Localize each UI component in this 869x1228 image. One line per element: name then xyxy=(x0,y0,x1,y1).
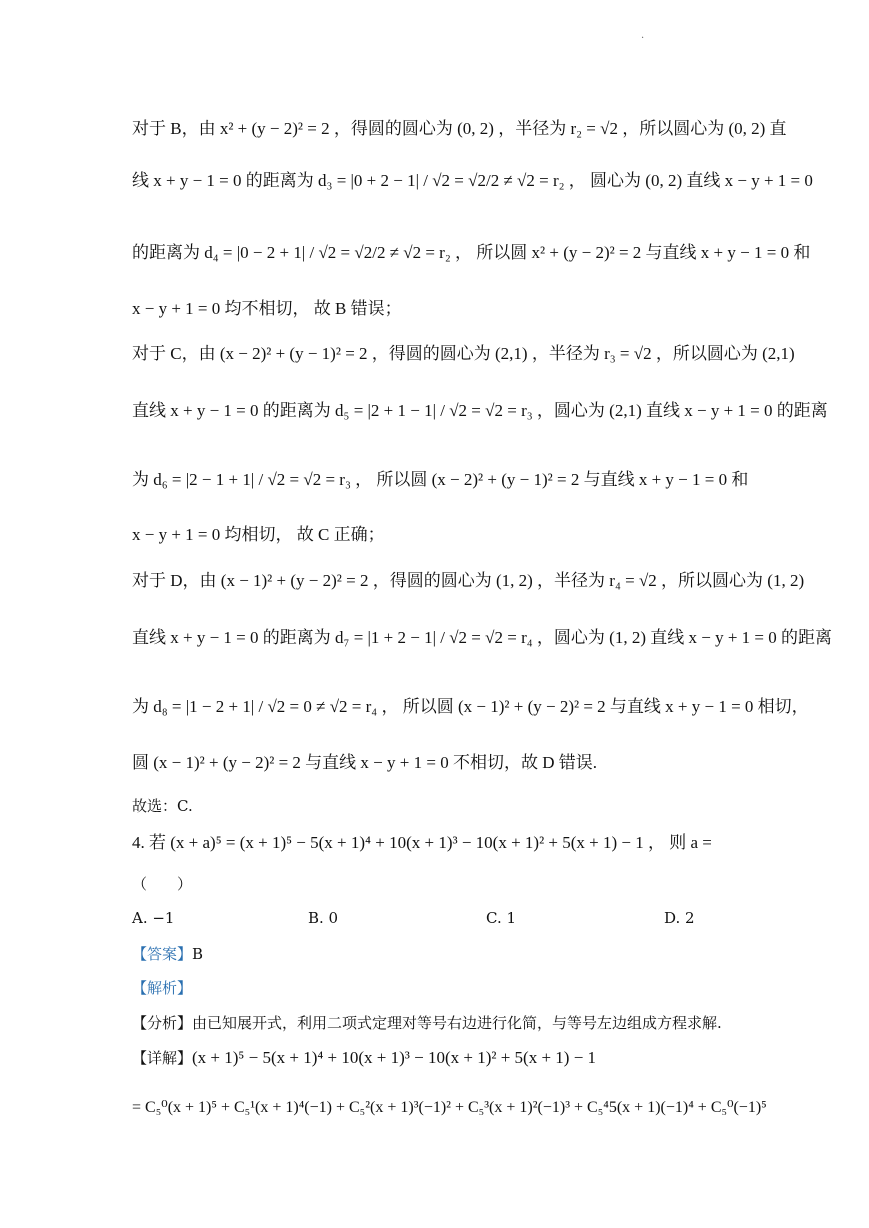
text-line-11: 为 d₈ = |1 − 2 + 1| / √2 = 0 ≠ √2 = r₄ ， 所以圆 (x − 1)² + (y − 2)² = 2 与直线 x + y − 1 = 0 相切， xyxy=(132,697,809,716)
text-line-8: x − y + 1 = 0 均相切， 故 C 正确； xyxy=(132,525,385,544)
text-line-12: 圆 (x − 1)² + (y − 2)² = 2 与直线 x − y + 1 = 0 不相切，故 D 错误. xyxy=(132,753,597,772)
text-line-2: 线 x + y − 1 = 0 的距离为 d₃ = |0 + 2 − 1| / √2 = √2/2 ≠ √2 = r₂ ， 圆心为 (0, 2) 直线 x − y + 1 = 0 xyxy=(132,171,813,190)
text-line-10: 直线 x + y − 1 = 0 的距离为 d₇ = |1 + 2 − 1| / √2 = √2 = r₄ ，圆心为 (1, 2) 直线 x − y + 1 = 0 的距离 xyxy=(132,628,832,647)
text-line-1: 对于 B，由 x² + (y − 2)² = 2 ，得圆的圆心为 (0, 2) ，半径为 r₂ = √2 ，所以圆心为 (0, 2) 直 xyxy=(132,119,787,138)
text-line-3: 的距离为 d₄ = |0 − 2 + 1| / √2 = √2/2 ≠ √2 = r₂ ， 所以圆 x² + (y − 2)² = 2 与直线 x + y − 1 = 0 和 xyxy=(132,243,811,262)
fenxi-tag: 【分析】 xyxy=(132,1014,193,1032)
answer-value: B xyxy=(192,945,204,963)
fenxi-text: 由已知展开式，利用二项式定理对等号右边进行化简，与等号左边组成方程求解. xyxy=(192,1014,722,1032)
analysis-tag: 【解析】 xyxy=(132,979,193,997)
answer-line xyxy=(132,943,742,965)
text-line-13: 故选：C. xyxy=(132,797,193,815)
question-4: 4. 若 (x + a)⁵ = (x + 1)⁵ − 5(x + 1)⁴ + 10(x + 1)³ − 10(x + 1)² + 5(x + 1) − 1 ， 则 a = xyxy=(132,833,712,852)
xiangjie-text: (x + 1)⁵ − 5(x + 1)⁴ + 10(x + 1)³ − 10(x + 1)² + 5(x + 1) − 1 xyxy=(192,1048,597,1067)
question-4-blank: （ ） xyxy=(132,875,193,893)
choice-b: B. 0 xyxy=(308,909,339,927)
xiangjie-tag: 【详解】 xyxy=(132,1049,193,1067)
page-dot: . xyxy=(641,30,645,41)
text-line-9: 对于 D，由 (x − 1)² + (y − 2)² = 2 ，得圆的圆心为 (1, 2) ，半径为 r₄ = √2 ，所以圆心为 (1, 2) xyxy=(132,571,805,590)
answer-tag: 【答案】 xyxy=(132,945,193,963)
text-line-7: 为 d₆ = |2 − 1 + 1| / √2 = √2 = r₃ ， 所以圆 (x − 2)² + (y − 1)² = 2 与直线 x + y − 1 = 0 和 xyxy=(132,470,749,489)
xiangjie-line xyxy=(132,1047,742,1069)
expansion-line: = C₅⁰(x + 1)⁵ + C₅¹(x + 1)⁴(−1) + C₅²(x + 1)³(−1)² + C₅³(x + 1)²(−1)³ + C₅⁴5(x + 1)(−1)⁴ + C₅⁰(−1)⁵ xyxy=(132,1099,767,1116)
choice-c: C. 1 xyxy=(486,909,517,927)
text-line-5: 对于 C，由 (x − 2)² + (y − 1)² = 2 ，得圆的圆心为 (2,1) ，半径为 r₃ = √2 ，所以圆心为 (2,1) xyxy=(132,344,795,363)
choice-d: D. 2 xyxy=(664,909,695,927)
choice-a: A. −1 xyxy=(132,909,175,927)
fenxi-line xyxy=(132,1012,742,1034)
text-line-6: 直线 x + y − 1 = 0 的距离为 d₅ = |2 + 1 − 1| / √2 = √2 = r₃ ，圆心为 (2,1) 直线 x − y + 1 = 0 的距离 xyxy=(132,401,828,420)
text-line-4: x − y + 1 = 0 均不相切， 故 B 错误； xyxy=(132,299,402,318)
